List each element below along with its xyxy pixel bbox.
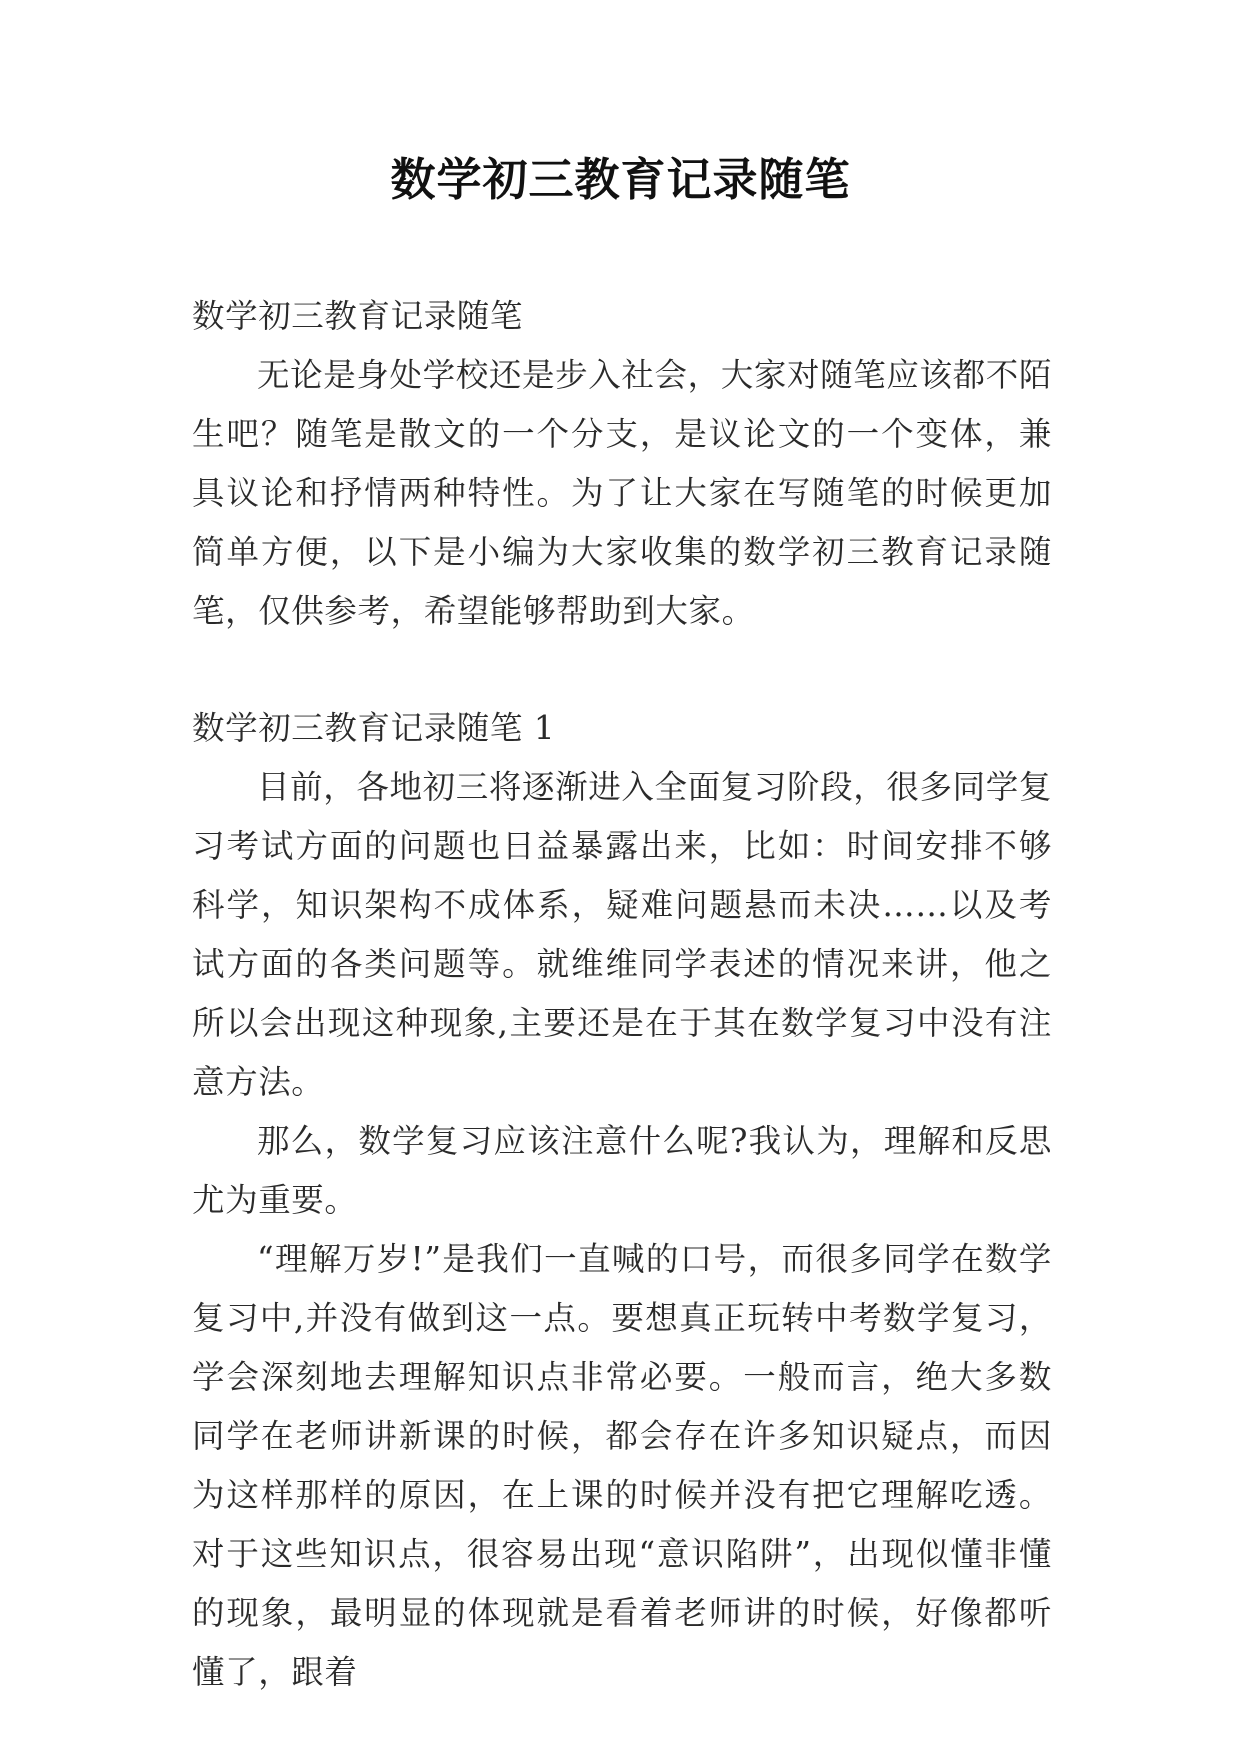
intro-paragraph: 无论是身处学校还是步入社会，大家对随笔应该都不陌生吧？随笔是散文的一个分支，是议论文的一个变体，兼具议论和抒情两种特性。为了让大家在写随笔的时候更加简单方便，以下是小编为大家收集的数学初三教育记录随笔，仅供参考，希望能够帮助到大家。 [192, 356, 1052, 630]
intro-section [192, 287, 1052, 641]
paragraph: 目前，各地初三将逐渐进入全面复习阶段，很多同学复习考试方面的问题也日益暴露出来，比如：时间安排不够科学，知识架构不成体系，疑难问题悬而未决……以及考试方面的各类问题等。就维维同学表述的情况来讲，他之所以会出现这种现象,主要还是在于其在数学复习中没有注意方法。 [192, 768, 1052, 1101]
document-title: 数学初三教育记录随笔 [390, 153, 851, 206]
section-1-heading: 数学初三教育记录随笔 1 [192, 709, 556, 747]
paragraph: 那么，数学复习应该注意什么呢?我认为，理解和反思尤为重要。 [192, 1122, 1052, 1219]
section-heading: 数学初三教育记录随笔 [192, 297, 524, 335]
section-1 [192, 699, 1052, 1702]
paragraph: “理解万岁!”是我们一直喊的口号，而很多同学在数学复习中,并没有做到这一点。要想真正玩转中考数学复习，学会深刻地去理解知识点非常必要。一般而言，绝大多数同学在老师讲新课的时候，都会存在许多知识疑点，而因为这样那样的原因，在上课的时候并没有把它理解吃透。对于这些知识点，很容易出现“意识陷阱”，出现似懂非懂的现象，最明显的体现就是看着老师讲的时候，好像都听懂了，跟着 [192, 1240, 1052, 1691]
